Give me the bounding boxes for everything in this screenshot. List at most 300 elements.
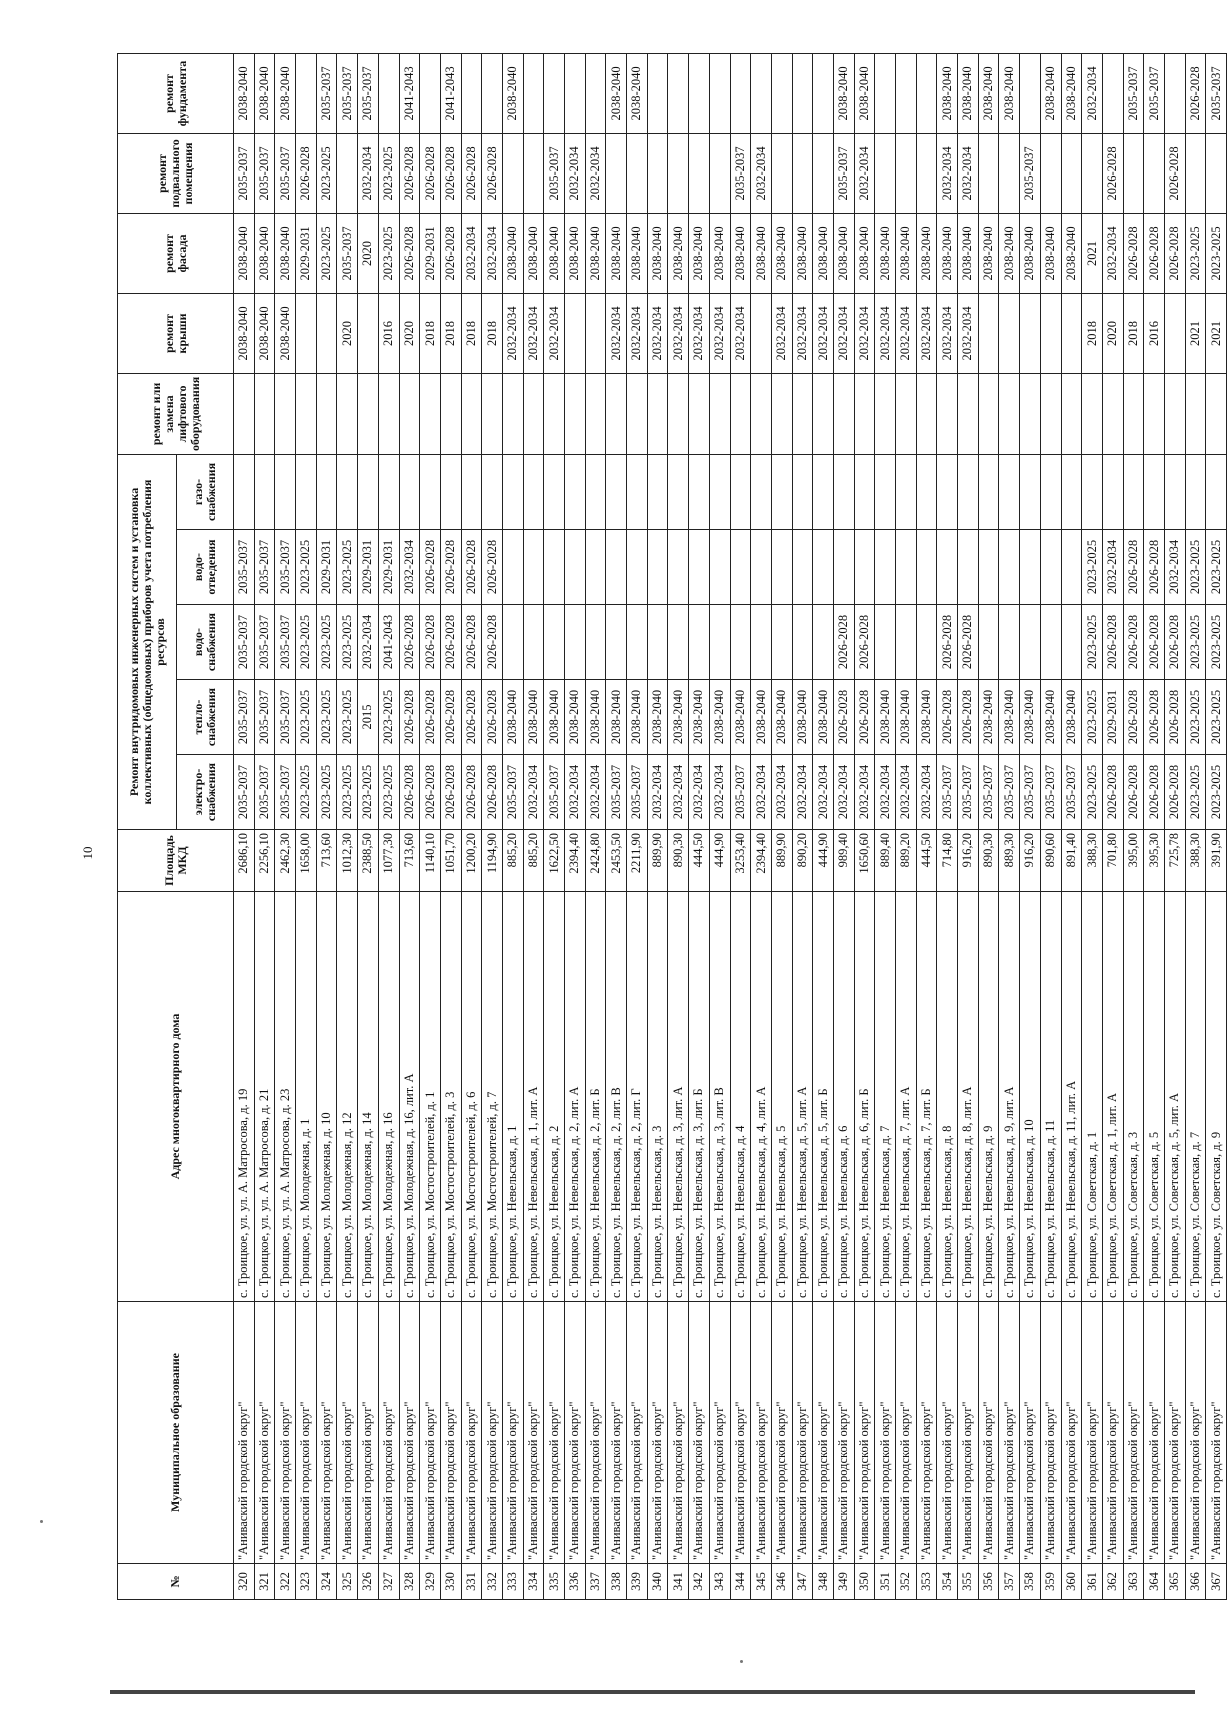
gas-cell [1144, 454, 1165, 529]
lift-cell [296, 373, 317, 454]
basement-cell: 2023-2025 [316, 133, 337, 213]
address-cell: с. Троицкое, ул. Невельская, д. 3, лит. Б [689, 892, 710, 1302]
area-cell: 890,60 [1040, 830, 1061, 892]
drainage-cell: 2032-2034 [1102, 530, 1123, 605]
lift-cell [978, 373, 999, 454]
area-cell: 395,00 [1123, 830, 1144, 892]
heat-cell: 2023-2025 [378, 680, 399, 755]
heat-cell: 2026-2028 [1123, 680, 1144, 755]
roof-cell: 2018 [1123, 293, 1144, 373]
row-number: 339 [627, 1564, 648, 1600]
area-cell: 1140,10 [420, 830, 441, 892]
lift-cell [544, 373, 565, 454]
lift-cell [854, 373, 875, 454]
basement-cell: 2026-2028 [420, 133, 441, 213]
heat-cell: 2038-2040 [730, 680, 751, 755]
foundation-cell [420, 53, 441, 133]
gas-cell [771, 454, 792, 529]
drainage-cell: 2023-2025 [1082, 530, 1103, 605]
drainage-cell: 2023-2025 [337, 530, 358, 605]
drainage-cell: 2035-2037 [275, 530, 296, 605]
roof-cell: 2038-2040 [275, 293, 296, 373]
basement-cell [792, 133, 813, 213]
electricity-cell: 2032-2034 [896, 755, 917, 830]
row-number: 335 [544, 1564, 565, 1600]
address-cell: с. Троицкое, ул. Невельская, д. 9, лит. А [999, 892, 1020, 1302]
row-number: 325 [337, 1564, 358, 1600]
table-row [420, 53, 441, 1599]
row-number: 338 [606, 1564, 627, 1600]
heat-cell: 2026-2028 [1144, 680, 1165, 755]
table-header [118, 53, 234, 1599]
electricity-cell: 2032-2034 [647, 755, 668, 830]
electricity-cell: 2035-2037 [502, 755, 523, 830]
municipality-cell: "Аниваский городской округ" [647, 1302, 668, 1564]
basement-cell: 2023-2025 [378, 133, 399, 213]
foundation-cell [544, 53, 565, 133]
drainage-cell [523, 530, 544, 605]
municipality-cell: "Аниваский городской округ" [502, 1302, 523, 1564]
foundation-cell: 2041-2043 [399, 53, 420, 133]
electricity-cell: 2035-2037 [1061, 755, 1082, 830]
basement-cell [1082, 133, 1103, 213]
municipality-cell: "Аниваский городской округ" [440, 1302, 461, 1564]
municipality-cell: "Аниваский городской округ" [420, 1302, 441, 1564]
drainage-cell [709, 530, 730, 605]
municipality-cell: "Аниваский городской округ" [875, 1302, 896, 1564]
row-number: 330 [440, 1564, 461, 1600]
municipality-cell: "Аниваский городской округ" [378, 1302, 399, 1564]
basement-cell: 2032-2034 [358, 133, 379, 213]
facade-cell: 2038-2040 [275, 213, 296, 293]
lift-cell [709, 373, 730, 454]
roof-cell: 2032-2034 [647, 293, 668, 373]
lift-cell [999, 373, 1020, 454]
municipality-cell: "Аниваский городской округ" [958, 1302, 979, 1564]
gas-cell [316, 454, 337, 529]
row-number: 357 [999, 1564, 1020, 1600]
roof-cell: 2018 [440, 293, 461, 373]
drainage-cell [875, 530, 896, 605]
area-cell: 2424,80 [585, 830, 606, 892]
heat-cell: 2026-2028 [833, 680, 854, 755]
drainage-cell: 2026-2028 [482, 530, 503, 605]
water-cell: 2026-2028 [854, 605, 875, 680]
address-cell: с. Троицкое, ул. Молодежная, д. 14 [358, 892, 379, 1302]
area-cell: 885,20 [523, 830, 544, 892]
row-number: 331 [461, 1564, 482, 1600]
address-cell: с. Троицкое, ул. Невельская, д. 8, лит. А [958, 892, 979, 1302]
facade-cell: 2032-2034 [482, 213, 503, 293]
address-cell: с. Троицкое, ул. Невельская, д. 4 [730, 892, 751, 1302]
address-cell: с. Троицкое, ул. Невельская, д. 3 [647, 892, 668, 1302]
row-number: 359 [1040, 1564, 1061, 1600]
heat-cell: 2026-2028 [958, 680, 979, 755]
heat-cell: 2038-2040 [1020, 680, 1041, 755]
heat-cell: 2026-2028 [1164, 680, 1185, 755]
drainage-cell [833, 530, 854, 605]
row-number: 348 [813, 1564, 834, 1600]
scan-edge-line [110, 1690, 1195, 1694]
area-cell: 890,30 [978, 830, 999, 892]
address-cell: с. Троицкое, ул. Мостостроителей, д. 1 [420, 892, 441, 1302]
water-cell [502, 605, 523, 680]
foundation-cell [916, 53, 937, 133]
electricity-cell: 2032-2034 [833, 755, 854, 830]
lift-cell [647, 373, 668, 454]
table-row [896, 53, 917, 1599]
lift-cell [523, 373, 544, 454]
municipality-cell: "Аниваский городской округ" [461, 1302, 482, 1564]
area-cell: 1622,50 [544, 830, 565, 892]
drainage-cell [958, 530, 979, 605]
heat-cell: 2023-2025 [1082, 680, 1103, 755]
gas-cell [254, 454, 275, 529]
facade-cell: 2038-2040 [544, 213, 565, 293]
drainage-cell [565, 530, 586, 605]
address-cell: с. Троицкое, ул. Советская, д. 5 [1144, 892, 1165, 1302]
basement-cell [916, 133, 937, 213]
lift-cell [1206, 373, 1227, 454]
foundation-cell: 2035-2037 [1144, 53, 1165, 133]
area-cell: 714,80 [937, 830, 958, 892]
roof-cell: 2018 [420, 293, 441, 373]
roof-cell: 2016 [1144, 293, 1165, 373]
address-cell: с. Троицкое, ул. Невельская, д. 6 [833, 892, 854, 1302]
electricity-cell: 2035-2037 [627, 755, 648, 830]
address-cell: с. Троицкое, ул. Молодежная, д. 1 [296, 892, 317, 1302]
gas-cell [854, 454, 875, 529]
electricity-cell: 2026-2028 [461, 755, 482, 830]
water-cell: 2026-2028 [440, 605, 461, 680]
foundation-cell [482, 53, 503, 133]
electricity-cell: 2032-2034 [668, 755, 689, 830]
municipality-cell: "Аниваский городской округ" [606, 1302, 627, 1564]
water-cell: 2026-2028 [399, 605, 420, 680]
area-cell: 1200,20 [461, 830, 482, 892]
facade-cell: 2029-2031 [296, 213, 317, 293]
header-municipality: Муниципальное образование [118, 1302, 234, 1564]
table-row [337, 53, 358, 1599]
water-cell [709, 605, 730, 680]
drainage-cell [896, 530, 917, 605]
table-row [937, 53, 958, 1599]
heat-cell: 2035-2037 [234, 680, 255, 755]
foundation-cell [771, 53, 792, 133]
heat-cell: 2026-2028 [440, 680, 461, 755]
roof-cell [978, 293, 999, 373]
lift-cell [440, 373, 461, 454]
electricity-cell: 2032-2034 [813, 755, 834, 830]
roof-cell [1040, 293, 1061, 373]
foundation-cell: 2038-2040 [606, 53, 627, 133]
basement-cell [502, 133, 523, 213]
municipality-cell: "Аниваский городской округ" [399, 1302, 420, 1564]
water-cell [875, 605, 896, 680]
address-cell: с. Троицкое, ул. Невельская, д. 3, лит. В [709, 892, 730, 1302]
table-row [358, 53, 379, 1599]
lift-cell [792, 373, 813, 454]
row-number: 328 [399, 1564, 420, 1600]
area-cell: 1077,30 [378, 830, 399, 892]
table-row [709, 53, 730, 1599]
municipality-cell: "Аниваский городской округ" [1144, 1302, 1165, 1564]
municipality-cell: "Аниваский городской округ" [1185, 1302, 1206, 1564]
electricity-cell: 2032-2034 [792, 755, 813, 830]
gas-cell [792, 454, 813, 529]
municipality-cell: "Аниваский городской округ" [896, 1302, 917, 1564]
foundation-cell: 2032-2034 [1082, 53, 1103, 133]
address-cell: с. Троицкое, ул. Невельская, д. 1 [502, 892, 523, 1302]
roof-cell: 2032-2034 [792, 293, 813, 373]
row-number: 323 [296, 1564, 317, 1600]
row-number: 332 [482, 1564, 503, 1600]
water-cell: 2026-2028 [958, 605, 979, 680]
basement-cell [1061, 133, 1082, 213]
facade-cell: 2038-2040 [730, 213, 751, 293]
heat-cell: 2038-2040 [1040, 680, 1061, 755]
foundation-cell [296, 53, 317, 133]
facade-cell: 2038-2040 [647, 213, 668, 293]
area-cell: 713,60 [316, 830, 337, 892]
header-num: № [118, 1564, 234, 1600]
water-cell [1020, 605, 1041, 680]
row-number: 346 [771, 1564, 792, 1600]
municipality-cell: "Аниваский городской округ" [1061, 1302, 1082, 1564]
electricity-cell: 2026-2028 [1144, 755, 1165, 830]
area-cell: 2256,10 [254, 830, 275, 892]
roof-cell: 2032-2034 [544, 293, 565, 373]
water-cell: 2023-2025 [1185, 605, 1206, 680]
heat-cell: 2038-2040 [896, 680, 917, 755]
electricity-cell: 2032-2034 [854, 755, 875, 830]
heat-cell: 2026-2028 [937, 680, 958, 755]
electricity-cell: 2032-2034 [523, 755, 544, 830]
address-cell: с. Троицкое, ул. Невельская, д. 11, лит. А [1061, 892, 1082, 1302]
gas-cell [1185, 454, 1206, 529]
facade-cell: 2038-2040 [1040, 213, 1061, 293]
gas-cell [502, 454, 523, 529]
municipality-cell: "Аниваский городской округ" [585, 1302, 606, 1564]
lift-cell [875, 373, 896, 454]
table-row [1102, 53, 1123, 1599]
water-cell [978, 605, 999, 680]
basement-cell: 2032-2034 [958, 133, 979, 213]
roof-cell [1061, 293, 1082, 373]
electricity-cell: 2035-2037 [544, 755, 565, 830]
basement-cell: 2032-2034 [751, 133, 772, 213]
water-cell [606, 605, 627, 680]
facade-cell: 2038-2040 [978, 213, 999, 293]
gas-cell [585, 454, 606, 529]
foundation-cell [668, 53, 689, 133]
table-row [1206, 53, 1227, 1599]
area-cell: 2394,40 [751, 830, 772, 892]
gas-cell [896, 454, 917, 529]
roof-cell: 2032-2034 [854, 293, 875, 373]
gas-cell [296, 454, 317, 529]
table-row [647, 53, 668, 1599]
basement-cell: 2035-2037 [833, 133, 854, 213]
gas-cell [440, 454, 461, 529]
roof-cell: 2020 [399, 293, 420, 373]
address-cell: с. Троицкое, ул. Невельская, д. 4, лит. А [751, 892, 772, 1302]
roof-cell [358, 293, 379, 373]
lift-cell [1164, 373, 1185, 454]
gas-cell [337, 454, 358, 529]
area-cell: 1012,30 [337, 830, 358, 892]
header-engineering-group: Ремонт внутридомовых инженерных систем и установка коллективных (общедомовых) приборов учета потребления ресурсов [118, 454, 177, 829]
electricity-cell: 2032-2034 [916, 755, 937, 830]
row-number: 350 [854, 1564, 875, 1600]
foundation-cell: 2038-2040 [854, 53, 875, 133]
foundation-cell: 2035-2037 [316, 53, 337, 133]
heat-cell: 2029-2031 [1102, 680, 1123, 755]
table-row [1040, 53, 1061, 1599]
water-cell [751, 605, 772, 680]
roof-cell: 2032-2034 [916, 293, 937, 373]
foundation-cell: 2038-2040 [627, 53, 648, 133]
foundation-cell [1164, 53, 1185, 133]
address-cell: с. Троицкое, ул. Молодежная, д. 10 [316, 892, 337, 1302]
basement-cell [606, 133, 627, 213]
foundation-cell: 2038-2040 [254, 53, 275, 133]
drainage-cell [751, 530, 772, 605]
electricity-cell: 2023-2025 [1082, 755, 1103, 830]
area-cell: 1650,60 [854, 830, 875, 892]
basement-cell [709, 133, 730, 213]
facade-cell: 2026-2028 [1144, 213, 1165, 293]
municipality-cell: "Аниваский городской округ" [234, 1302, 255, 1564]
gas-cell [378, 454, 399, 529]
table-row [668, 53, 689, 1599]
row-number: 345 [751, 1564, 772, 1600]
foundation-cell [896, 53, 917, 133]
header-drainage: водо-отведения [177, 530, 234, 605]
row-number: 342 [689, 1564, 710, 1600]
electricity-cell: 2032-2034 [565, 755, 586, 830]
row-number: 326 [358, 1564, 379, 1600]
electricity-cell: 2035-2037 [1020, 755, 1041, 830]
address-cell: с. Троицкое, ул. Невельская, д. 7, лит. А [896, 892, 917, 1302]
drainage-cell: 2026-2028 [420, 530, 441, 605]
foundation-cell: 2035-2037 [337, 53, 358, 133]
row-number: 367 [1206, 1564, 1227, 1600]
basement-cell [999, 133, 1020, 213]
row-number: 337 [585, 1564, 606, 1600]
header-water: водо-снабжения [177, 605, 234, 680]
water-cell: 2023-2025 [296, 605, 317, 680]
gas-cell [833, 454, 854, 529]
roof-cell: 2016 [378, 293, 399, 373]
address-cell: с. Троицкое, ул. Невельская, д. 5, лит. Б [813, 892, 834, 1302]
table-row [502, 53, 523, 1599]
drainage-cell: 2035-2037 [234, 530, 255, 605]
foundation-cell: 2035-2037 [358, 53, 379, 133]
electricity-cell: 2035-2037 [999, 755, 1020, 830]
electricity-cell: 2023-2025 [316, 755, 337, 830]
heat-cell: 2038-2040 [709, 680, 730, 755]
basement-cell: 2026-2028 [296, 133, 317, 213]
heat-cell: 2026-2028 [482, 680, 503, 755]
row-number: 353 [916, 1564, 937, 1600]
lift-cell [1144, 373, 1165, 454]
table-row [1144, 53, 1165, 1599]
header-basement: ремонт подвального помещения [118, 133, 234, 213]
facade-cell: 2038-2040 [523, 213, 544, 293]
address-cell: с. Троицкое, ул. Невельская, д. 7 [875, 892, 896, 1302]
facade-cell: 2038-2040 [792, 213, 813, 293]
water-cell: 2026-2028 [1102, 605, 1123, 680]
electricity-cell: 2035-2037 [937, 755, 958, 830]
water-cell [813, 605, 834, 680]
foundation-cell [689, 53, 710, 133]
address-cell: с. Троицкое, ул. Невельская, д. 7, лит. Б [916, 892, 937, 1302]
facade-cell: 2038-2040 [585, 213, 606, 293]
address-cell: с. Троицкое, ул. Советская, д. 7 [1185, 892, 1206, 1302]
roof-cell [316, 293, 337, 373]
electricity-cell: 2035-2037 [958, 755, 979, 830]
municipality-cell: "Аниваский городской округ" [854, 1302, 875, 1564]
table-body [234, 53, 1227, 1599]
area-cell: 444,90 [709, 830, 730, 892]
water-cell [792, 605, 813, 680]
table-row [440, 53, 461, 1599]
drainage-cell [916, 530, 937, 605]
facade-cell: 2038-2040 [854, 213, 875, 293]
facade-cell: 2038-2040 [813, 213, 834, 293]
row-number: 321 [254, 1564, 275, 1600]
municipality-cell: "Аниваский городской округ" [833, 1302, 854, 1564]
lift-cell [1020, 373, 1041, 454]
facade-cell: 2038-2040 [833, 213, 854, 293]
foundation-cell [792, 53, 813, 133]
area-cell: 916,20 [1020, 830, 1041, 892]
table-row [296, 53, 317, 1599]
municipality-cell: "Аниваский городской округ" [1206, 1302, 1227, 1564]
municipality-cell: "Аниваский городской округ" [1082, 1302, 1103, 1564]
electricity-cell: 2023-2025 [296, 755, 317, 830]
municipality-cell: "Аниваский городской округ" [1020, 1302, 1041, 1564]
heat-cell: 2038-2040 [751, 680, 772, 755]
area-cell: 713,60 [399, 830, 420, 892]
water-cell [896, 605, 917, 680]
heat-cell: 2015 [358, 680, 379, 755]
drainage-cell [813, 530, 834, 605]
water-cell: 2026-2028 [833, 605, 854, 680]
address-cell: с. Троицкое, ул. Невельская, д. 3, лит. А [668, 892, 689, 1302]
lift-cell [482, 373, 503, 454]
header-foundation: ремонт фундамента [118, 53, 234, 133]
water-cell: 2026-2028 [937, 605, 958, 680]
foundation-cell [875, 53, 896, 133]
municipality-cell: "Аниваский городской округ" [1164, 1302, 1185, 1564]
municipality-cell: "Аниваский городской округ" [275, 1302, 296, 1564]
municipality-cell: "Аниваский городской округ" [668, 1302, 689, 1564]
water-cell: 2026-2028 [1164, 605, 1185, 680]
address-cell: с. Троицкое, ул. Невельская, д. 11 [1040, 892, 1061, 1302]
heat-cell: 2023-2025 [1185, 680, 1206, 755]
electricity-cell: 2035-2037 [234, 755, 255, 830]
facade-cell: 2038-2040 [916, 213, 937, 293]
gas-cell [689, 454, 710, 529]
table-row [1082, 53, 1103, 1599]
heat-cell: 2038-2040 [999, 680, 1020, 755]
drainage-cell [1061, 530, 1082, 605]
lift-cell [627, 373, 648, 454]
heat-cell: 2038-2040 [544, 680, 565, 755]
heat-cell: 2038-2040 [771, 680, 792, 755]
